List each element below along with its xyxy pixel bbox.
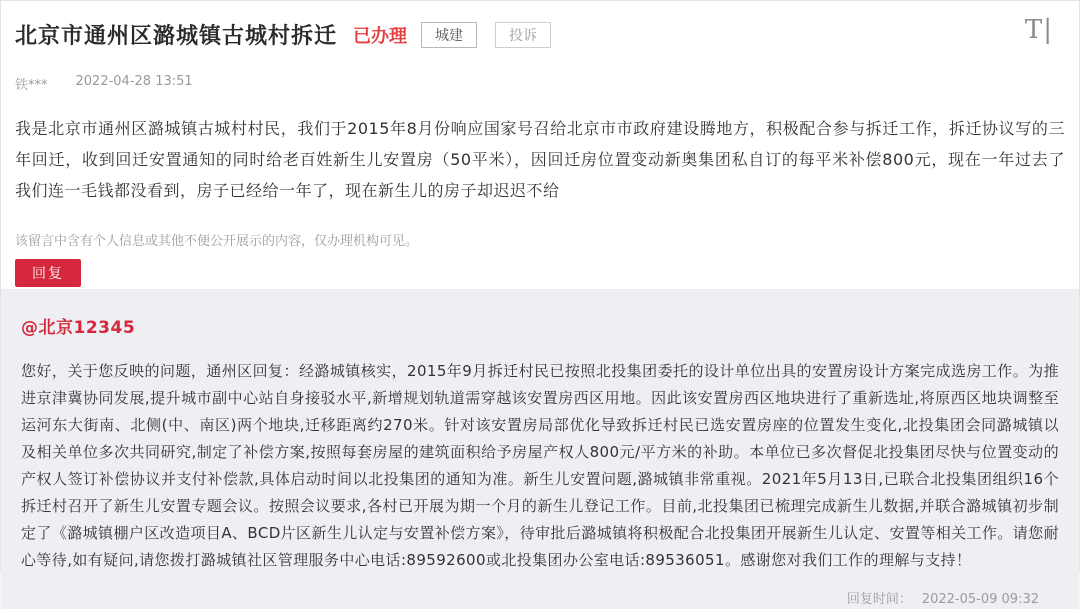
official-reply-panel: [1, 289, 1079, 609]
reply-button[interactable]: 回复: [15, 259, 81, 287]
post-meta: [15, 74, 1065, 93]
post-title: 北京市通州区潞城镇古城村拆迁: [15, 24, 338, 49]
reply-time-row: [21, 588, 1059, 607]
reply-time-label: 回复时间：: [846, 592, 912, 607]
post-content: 我是北京市通州区潞城镇古城村村民，我们于2015年8月份响应国家号召给北京市市政府建设腾地方，积极配合参与拆迁工作，拆迁协议写的三年回迁，收到回迁安置通知的同时给老百姓新生儿安置房（50平米），因回迁房位置变动新奥集团私自订的每平米补偿800元，现在一年过去了我们连一毛钱都没看到，房子已经给一年了，现在新生儿的房子却迟迟不给: [15, 119, 1065, 200]
reply-content: 您好，关于您反映的问题，通州区回复：经潞城镇核实，2015年9月拆迁村民已按照北投集团委托的设计单位出具的安置房设计方案完成选房工作。为推进京津冀协同发展,提升城市副中心站自身接驳水平,新增规划轨道需穿越该安置房西区用地。因此该安置房西区地块进行了重新选址,将原西区地块调整至运河东大街南、北侧(中、南区)两个地块,迁移距离约270米。针对该安置房局部优化导致拆迁村民已选安置房座的位置发生变化,北投集团会同潞城镇以及相关单位多次共同研究,制定了补偿方案,按照每套房屋的建筑面积给予房屋产权人800元/平方米的补助。本单位已多次督促北投集团尽快与位置变动的产权人签订补偿协议并支付补偿款,具体启动时间以北投集团的通知为准。新生儿安置问题,潞城镇非常重视。2021年5月13日,已联合北投集团组织16个拆迁村召开了新生儿安置专题会议。按照会议要求,各村已开展为期一个月的新生儿登记工作。目前,北投集团已梳理完成新生儿数据,并联合潞城镇初步制定了《潞城镇棚户区改造项目A、BCD片区新生儿认定与安置补偿方案》，待审批后潞城镇将积极配合北投集团开展新生儿认定、安置等相关工作。请您耐心等待,如有疑问,请您拨打潞城镇社区管理服务中心电话:89592600或北投集团办公室电话:89536051。感谢您对我们工作的理解与支持！: [21, 362, 1059, 569]
author-name: 铁***: [15, 78, 48, 93]
reply-time-value: 2022-05-09 09:32: [921, 592, 1039, 607]
privacy-notice: 该留言中含有个人信息或其他不便公开展示的内容，仅办理机构可见。: [15, 234, 419, 249]
reply-handle[interactable]: @北京12345: [21, 318, 136, 338]
status-badge: 已办理: [353, 25, 408, 47]
type-tag[interactable]: 投诉: [495, 22, 551, 48]
post-header: [15, 19, 1065, 50]
category-tag[interactable]: 城建: [421, 22, 477, 48]
site-logo: T|: [1024, 15, 1053, 45]
post-time: 2022-04-28 13:51: [75, 74, 193, 89]
